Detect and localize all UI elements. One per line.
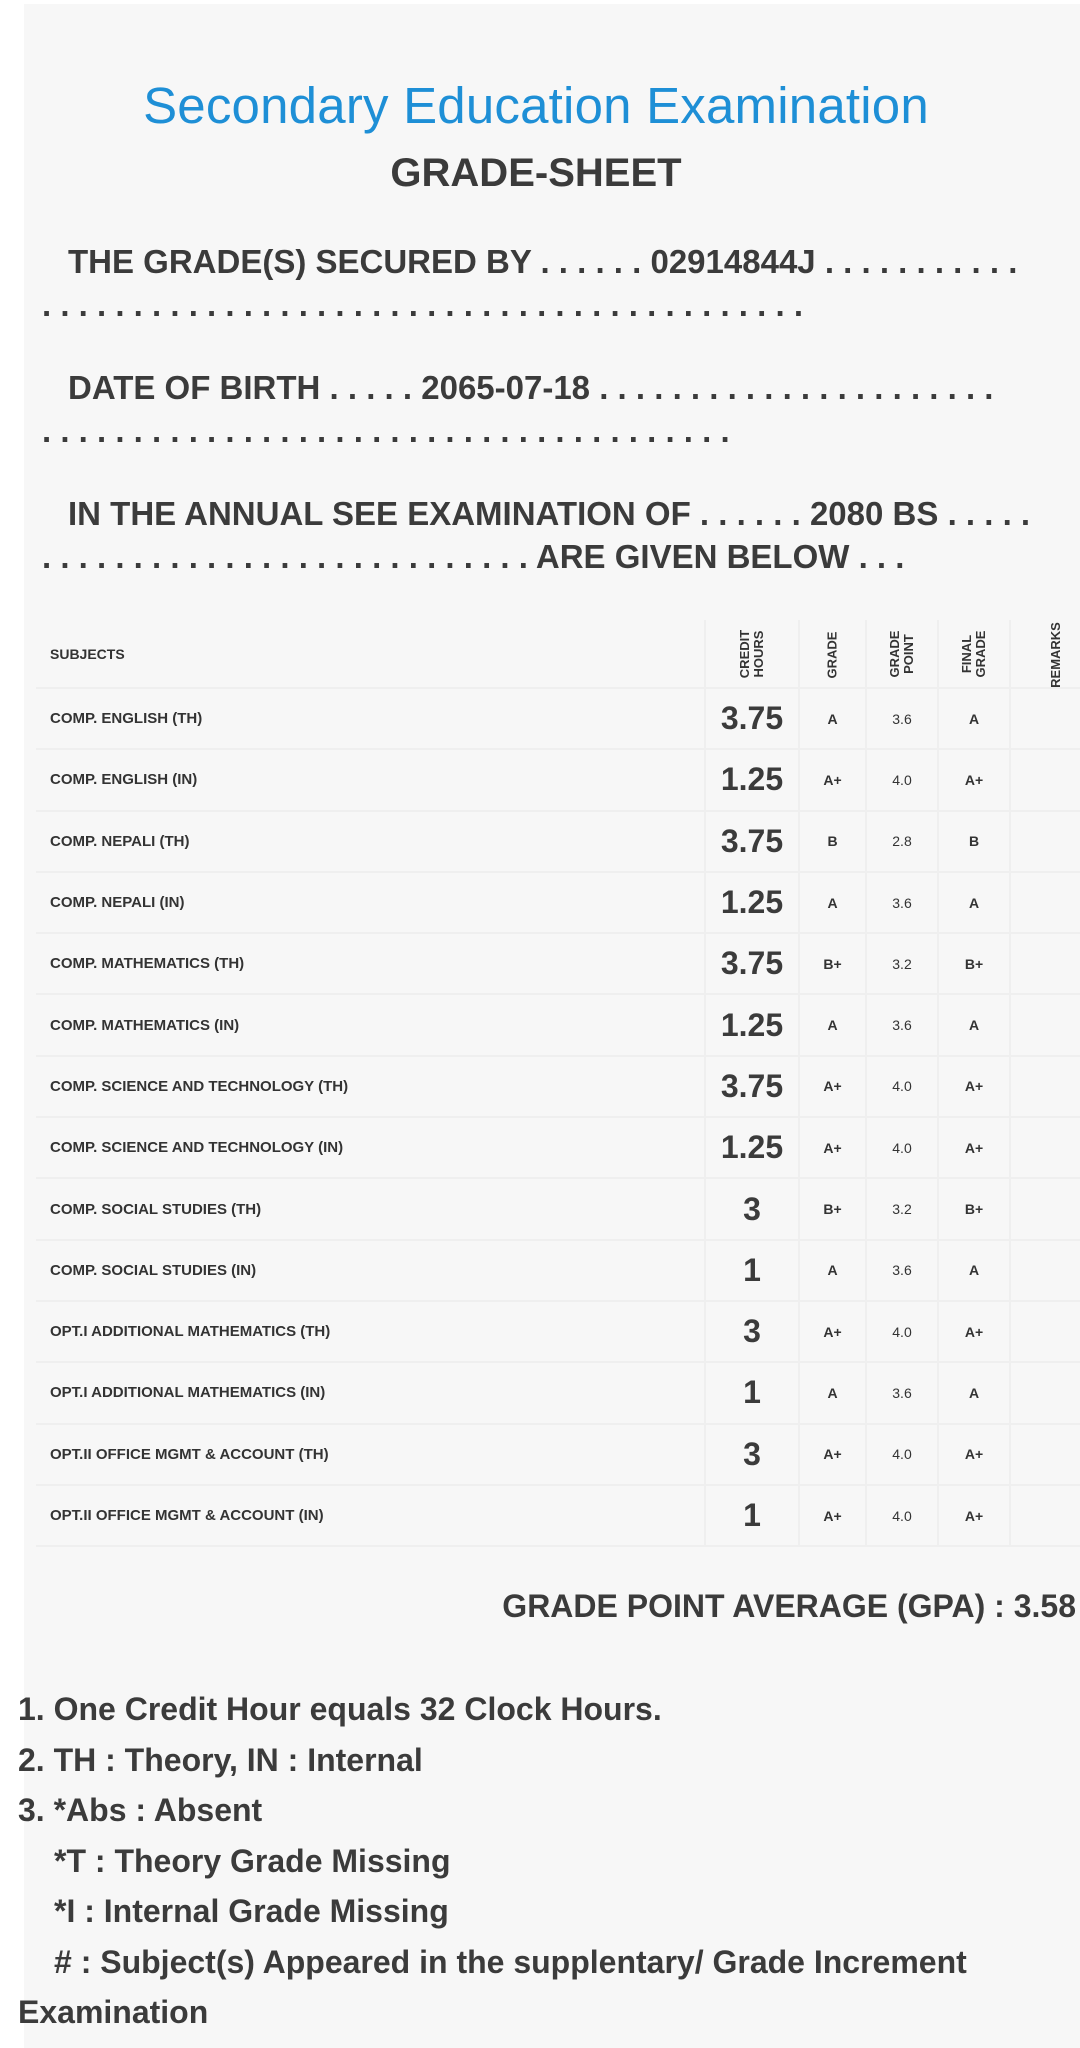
grade-point: 2.8 [866, 811, 938, 872]
exam-line2 [42, 535, 1070, 578]
final-grade: A [938, 1240, 1010, 1301]
subject-name: COMP. NEPALI (IN) [36, 872, 705, 933]
subject-name: COMP. SCIENCE AND TECHNOLOGY (TH) [36, 1056, 705, 1117]
grade: A+ [799, 1117, 866, 1178]
exam-label: IN THE ANNUAL SEE EXAMINATION OF . . . . . . [68, 495, 801, 532]
grade: A+ [799, 1301, 866, 1362]
credit-hours: 3 [705, 1424, 799, 1485]
symbol-number: 02914844J [650, 243, 816, 280]
final-grade: A [938, 872, 1010, 933]
exam-year: 2080 BS [809, 495, 939, 532]
subject-name: COMP. SOCIAL STUDIES (TH) [36, 1178, 705, 1239]
header-remarks-label: REMARKS [1047, 621, 1063, 688]
secured-by-dots: . . . . . . . . . . . [824, 243, 1018, 280]
credit-hours: 1.25 [705, 872, 799, 933]
dob-section [42, 366, 1070, 452]
grade-point: 3.6 [866, 872, 938, 933]
table-row [36, 1301, 1080, 1362]
subject-name: COMP. ENGLISH (TH) [36, 688, 705, 749]
table-row [36, 1362, 1080, 1423]
subject-name: OPT.II OFFICE MGMT & ACCOUNT (TH) [36, 1424, 705, 1485]
final-grade: A+ [938, 749, 1010, 810]
gpa-summary [502, 1588, 1076, 1625]
header-credit-hours [705, 620, 799, 688]
grade-point: 4.0 [866, 1056, 938, 1117]
remarks [1010, 1362, 1080, 1423]
note-item: # : Subject(s) Appeared in the supplentary/ Grade Increment [54, 1943, 967, 1980]
remarks [1010, 994, 1080, 1055]
grade: A [799, 872, 866, 933]
credit-hours: 1.25 [705, 749, 799, 810]
remarks [1010, 933, 1080, 994]
grade-sheet-heading: GRADE-SHEET [390, 151, 682, 195]
final-grade: A [938, 688, 1010, 749]
final-grade: A [938, 1362, 1010, 1423]
secured-by-dots-line2: . . . . . . . . . . . . . . . . . . . . . . . . . . . . . . . . . . . . . . . . . . [42, 286, 803, 323]
credit-hours: 1 [705, 1362, 799, 1423]
grade-point: 3.2 [866, 933, 938, 994]
header-remarks [1010, 620, 1080, 688]
note-item: 1. One Credit Hour equals 32 Clock Hours. [18, 1691, 662, 1727]
table-row [36, 1485, 1080, 1546]
table-row [36, 1240, 1080, 1301]
final-grade: A+ [938, 1424, 1010, 1485]
remarks [1010, 811, 1080, 872]
grade: A [799, 688, 866, 749]
grade-point: 3.2 [866, 1178, 938, 1239]
grade-point: 3.6 [866, 1240, 938, 1301]
grade-point: 4.0 [866, 1301, 938, 1362]
credit-hours: 1.25 [705, 1117, 799, 1178]
date-of-birth: 2065-07-18 [421, 369, 591, 406]
grade: A+ [799, 1056, 866, 1117]
table-header-row [36, 620, 1080, 688]
subject-name: COMP. ENGLISH (IN) [36, 749, 705, 810]
secured-by-section [42, 240, 1070, 326]
credit-hours: 3.75 [705, 688, 799, 749]
remarks [1010, 1240, 1080, 1301]
table-row [36, 1117, 1080, 1178]
given-below-text: ARE GIVEN BELOW . . . [535, 538, 905, 575]
subject-name: OPT.II OFFICE MGMT & ACCOUNT (IN) [36, 1485, 705, 1546]
grade: B [799, 811, 866, 872]
subject-name: COMP. NEPALI (TH) [36, 811, 705, 872]
grade: A [799, 1240, 866, 1301]
subject-name: OPT.I ADDITIONAL MATHEMATICS (IN) [36, 1362, 705, 1423]
note-item: Examination [18, 1994, 209, 2030]
note-item: *T : Theory Grade Missing [54, 1842, 451, 1879]
notes-section [18, 1684, 1072, 2038]
final-grade: B+ [938, 933, 1010, 994]
grade-point: 3.6 [866, 994, 938, 1055]
gpa-label: GRADE POINT AVERAGE (GPA) : [502, 1588, 1005, 1624]
subject-name: OPT.I ADDITIONAL MATHEMATICS (TH) [36, 1301, 705, 1362]
table-row [36, 1178, 1080, 1239]
credit-hours: 1 [705, 1485, 799, 1546]
table-row [36, 933, 1080, 994]
header-grade-label: GRADE [824, 631, 840, 678]
remarks [1010, 1056, 1080, 1117]
exam-line2-dots: . . . . . . . . . . . . . . . . . . . . . . . . . . . [42, 538, 528, 575]
remarks [1010, 1301, 1080, 1362]
header-credit-hours-label: CREDIT HOURS [737, 629, 766, 678]
grade: A+ [799, 1485, 866, 1546]
final-grade: B [938, 811, 1010, 872]
header-subjects: SUBJECTS [36, 620, 705, 688]
grade: A+ [799, 1424, 866, 1485]
table-row [36, 1056, 1080, 1117]
remarks [1010, 1424, 1080, 1485]
remarks [1010, 688, 1080, 749]
header-grade-point-label: GRADE POINT [887, 630, 916, 677]
credit-hours: 3 [705, 1301, 799, 1362]
grade: A+ [799, 749, 866, 810]
remarks [1010, 1485, 1080, 1546]
header-final-grade-label: FINAL GRADE [959, 630, 988, 677]
dob-dots: . . . . . . . . . . . . . . . . . . . . . . [599, 369, 994, 406]
credit-hours: 3 [705, 1178, 799, 1239]
grade-point: 4.0 [866, 1117, 938, 1178]
header-grade-point [866, 620, 938, 688]
grade-point: 4.0 [866, 749, 938, 810]
grade: A [799, 994, 866, 1055]
final-grade: A+ [938, 1056, 1010, 1117]
grade: A [799, 1362, 866, 1423]
grades-table-body [36, 688, 1080, 1546]
table-row [36, 1424, 1080, 1485]
credit-hours: 3.75 [705, 1056, 799, 1117]
credit-hours: 3.75 [705, 933, 799, 994]
final-grade: A [938, 994, 1010, 1055]
remarks [1010, 1178, 1080, 1239]
remarks [1010, 1117, 1080, 1178]
grade-point: 4.0 [866, 1424, 938, 1485]
header-final-grade [938, 620, 1010, 688]
grade-point: 4.0 [866, 1485, 938, 1546]
final-grade: A+ [938, 1117, 1010, 1178]
gpa-value: 3.58 [1013, 1588, 1076, 1624]
subject-name: COMP. SCIENCE AND TECHNOLOGY (IN) [36, 1117, 705, 1178]
exam-dots: . . . . . [947, 495, 1031, 532]
subject-name: COMP. MATHEMATICS (TH) [36, 933, 705, 994]
grade: B+ [799, 1178, 866, 1239]
grade: B+ [799, 933, 866, 994]
grade-point: 3.6 [866, 688, 938, 749]
subject-name: COMP. SOCIAL STUDIES (IN) [36, 1240, 705, 1301]
exam-section [42, 492, 1070, 578]
secured-by-label: THE GRADE(S) SECURED BY . . . . . . [68, 243, 642, 280]
grades-table [36, 620, 1080, 1547]
header-grade [799, 620, 866, 688]
credit-hours: 3.75 [705, 811, 799, 872]
final-grade: A+ [938, 1301, 1010, 1362]
credit-hours: 1 [705, 1240, 799, 1301]
note-item: *I : Internal Grade Missing [54, 1893, 449, 1929]
grade-point: 3.6 [866, 1362, 938, 1423]
final-grade: B+ [938, 1178, 1010, 1239]
dob-dots-line2: . . . . . . . . . . . . . . . . . . . . . . . . . . . . . . . . . . . . . . [42, 412, 730, 449]
exam-title: Secondary Education Examination [143, 77, 929, 134]
remarks [1010, 749, 1080, 810]
final-grade: A+ [938, 1485, 1010, 1546]
dob-label: DATE OF BIRTH . . . . . [68, 369, 413, 406]
credit-hours: 1.25 [705, 994, 799, 1055]
subject-name: COMP. MATHEMATICS (IN) [36, 994, 705, 1055]
table-row [36, 872, 1080, 933]
table-row [36, 994, 1080, 1055]
table-row [36, 688, 1080, 749]
note-item: 2. TH : Theory, IN : Internal [18, 1741, 423, 1778]
table-row [36, 811, 1080, 872]
remarks [1010, 872, 1080, 933]
table-row [36, 749, 1080, 810]
note-item: 3. *Abs : Absent [18, 1792, 263, 1828]
